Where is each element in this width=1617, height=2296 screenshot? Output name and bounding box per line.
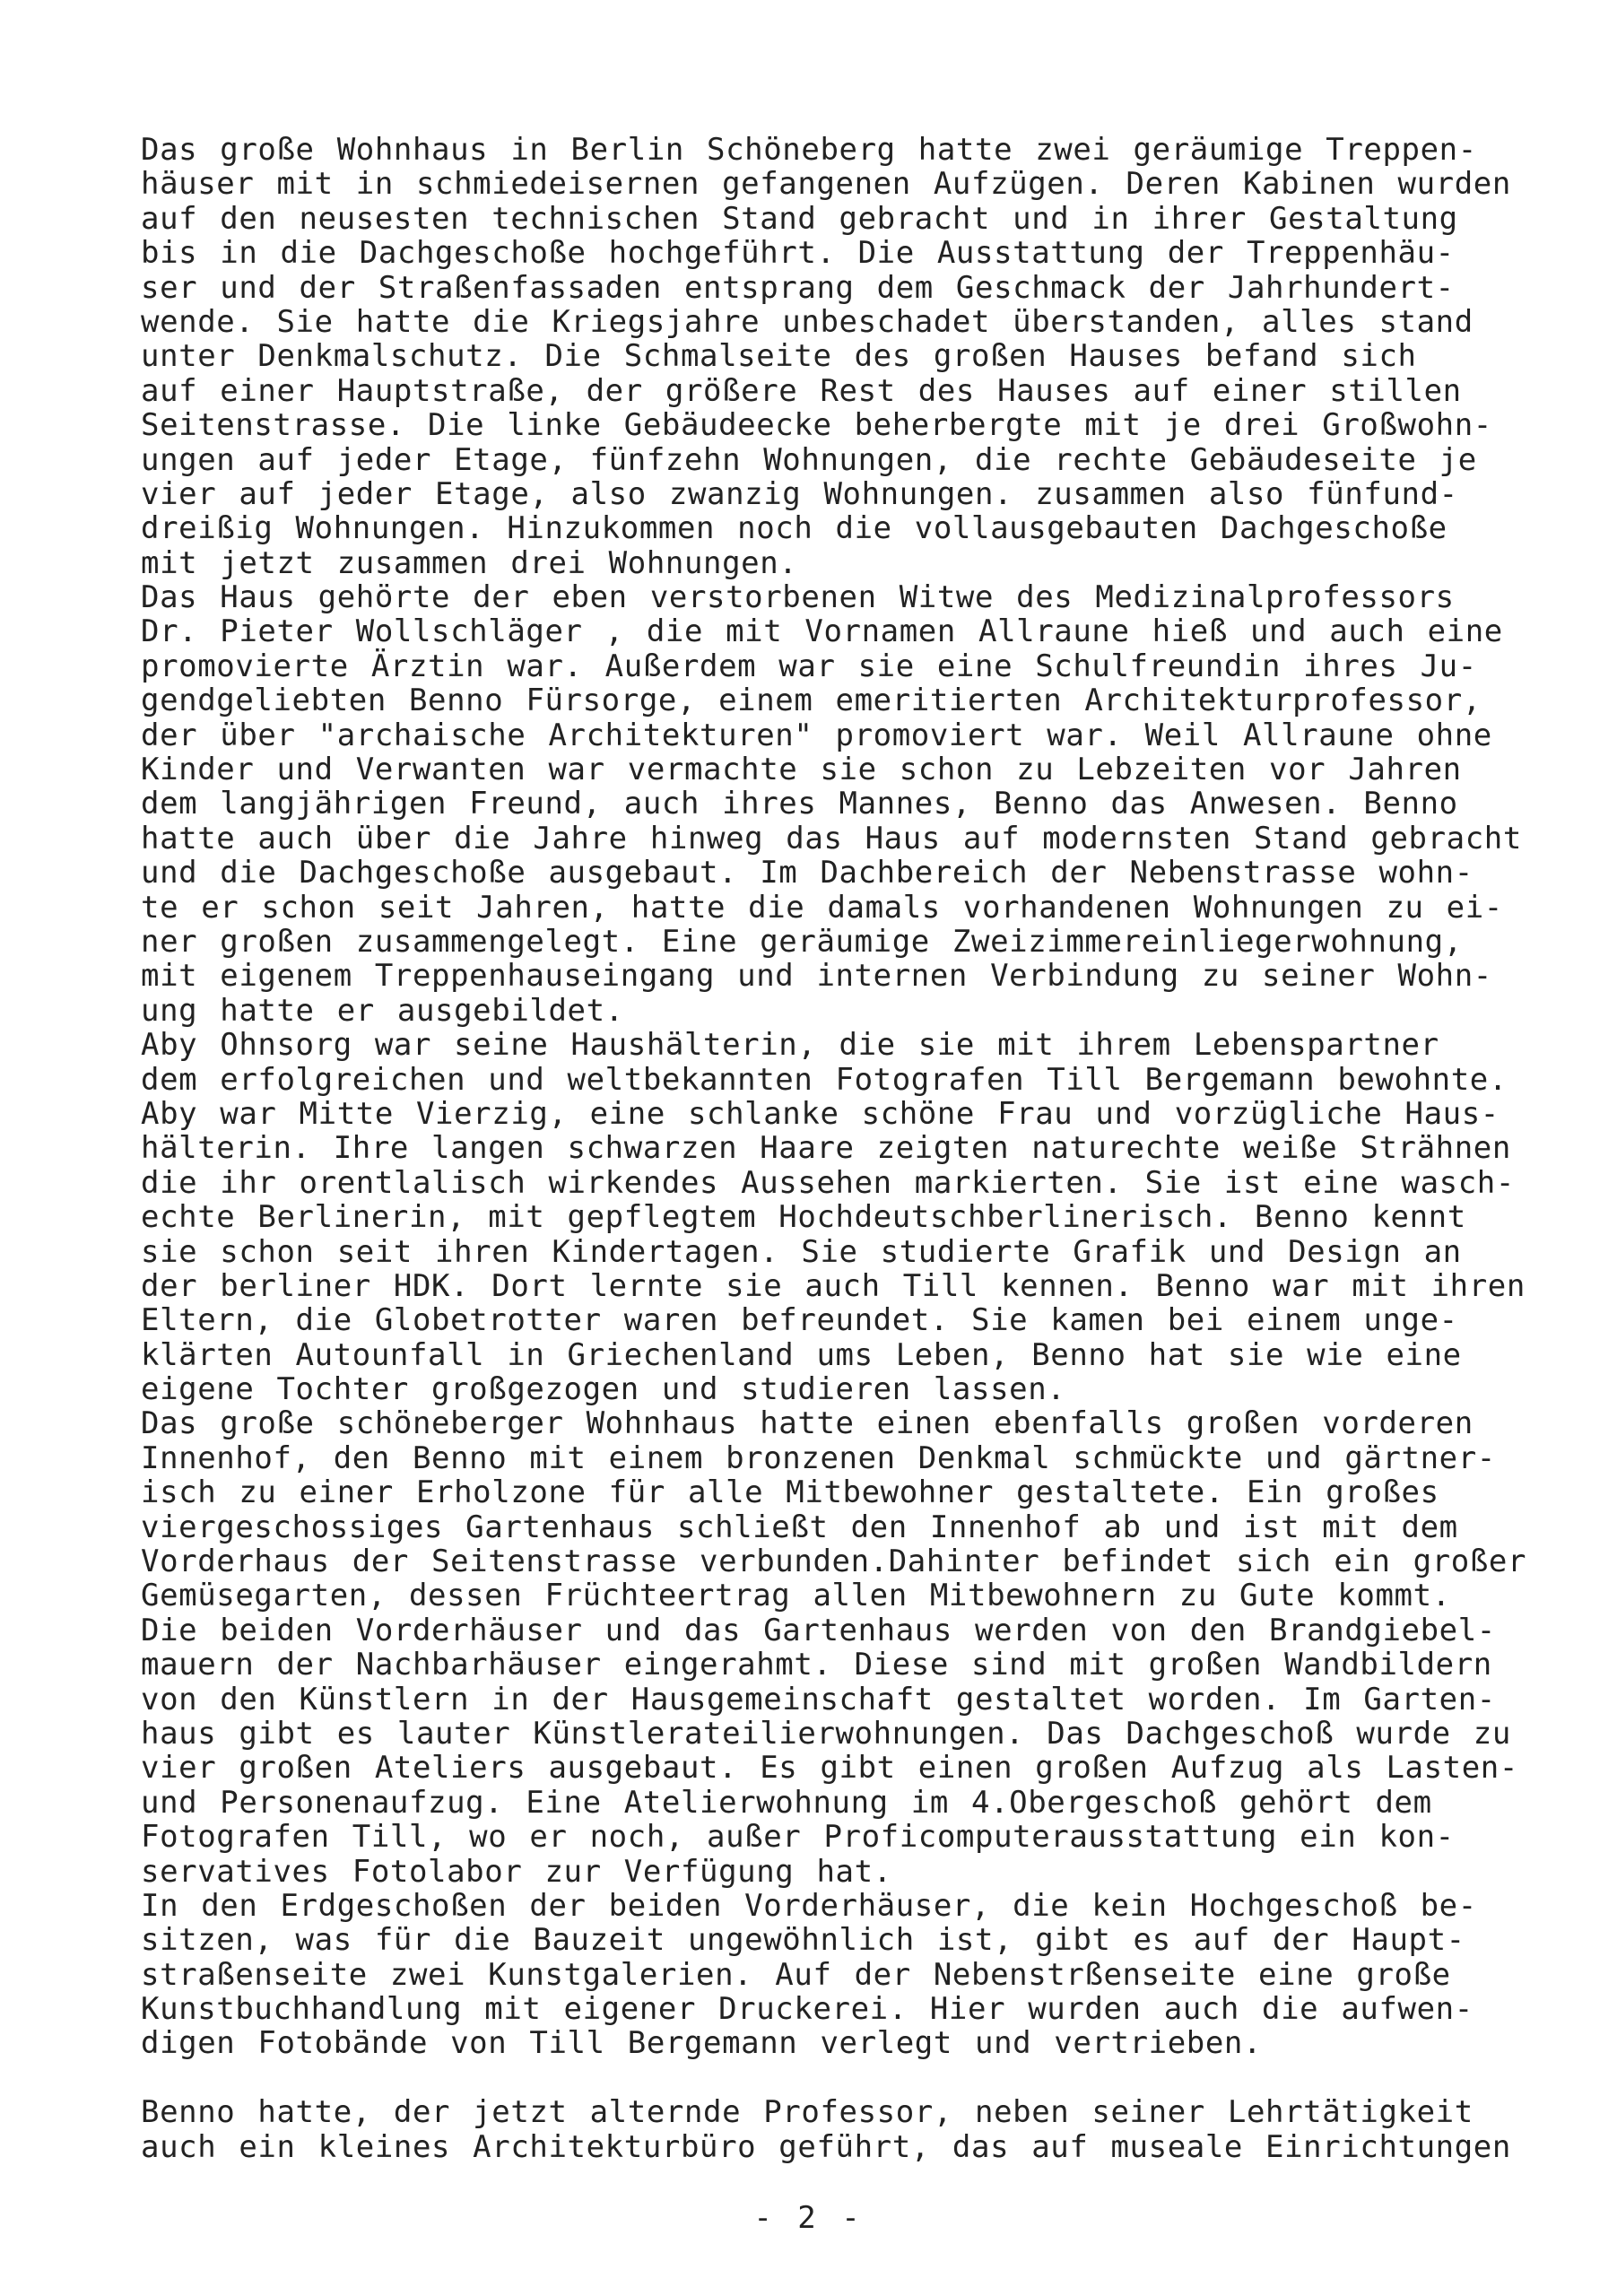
text-line: straßenseite zwei Kunstgalerien. Auf der Nebenstrßenseite eine große <box>141 1956 1451 1993</box>
paragraph <box>141 133 1612 580</box>
text-line: der berliner HDK. Dort lernte sie auch Till kennen. Benno war mit ihren <box>141 1267 1526 1304</box>
text-line: Das Haus gehörte der eben verstorbenen Witwe des Medizinalprofessors <box>141 579 1455 616</box>
text-line: haus gibt es lauter Künstlerateilierwohnungen. Das Dachgeschoß wurde zu <box>141 1715 1511 1752</box>
text-line: und die Dachgeschoße ausgebaut. Im Dachbereich der Nebenstrasse wohn- <box>141 855 1474 891</box>
text-line: digen Fotobände von Till Bergemann verlegt und vertrieben. <box>141 2025 1263 2062</box>
text-line: klärten Autounfall in Griechenland ums Leben, Benno hat sie wie eine <box>141 1336 1462 1373</box>
text-line: Die beiden Vorderhäuser und das Gartenhaus werden von den Brandgiebel- <box>141 1612 1496 1648</box>
text-line: sitzen, was für die Bauzeit ungewöhnlich ist, gibt es auf der Haupt- <box>141 1922 1465 1959</box>
text-line: Gemüsegarten, dessen Früchteertrag allen Mitbewohnern zu Gute kommt. <box>141 1578 1451 1614</box>
paragraph-spacer <box>141 2061 1612 2095</box>
text-line: dem langjährigen Freund, auch ihres Mannes, Benno das Anwesen. Benno <box>141 786 1458 822</box>
text-line: Vorderhaus der Seitenstrasse verbunden.Dahinter befindet sich ein großer <box>141 1544 1527 1580</box>
paragraph <box>141 580 1612 1028</box>
text-line: hälterin. Ihre langen schwarzen Haare zeigten naturechte weiße Strähnen <box>141 1130 1511 1167</box>
text-line: viergeschossiges Gartenhaus schließt den Innenhof ab und ist mit dem <box>141 1509 1458 1545</box>
text-line: promovierte Ärztin war. Außerdem war sie eine Schulfreundin ihres Ju- <box>141 648 1477 684</box>
paragraph <box>141 1889 1612 2061</box>
text-line: Das große schöneberger Wohnhaus hatte einen ebenfalls großen vorderen <box>141 1405 1474 1442</box>
text-line: Kunstbuchhandlung mit eigener Druckerei. Hier wurden auch die aufwen- <box>141 1991 1474 2028</box>
text-line: Innenhof, den Benno mit einem bronzenen Denkmal schmückte und gärtner- <box>141 1439 1496 1476</box>
text-line: ungen auf jeder Etage, fünfzehn Wohnungen, die rechte Gebäudeseite je <box>141 441 1477 478</box>
text-line: sie schon seit ihren Kindertagen. Sie studierte Grafik und Design an <box>141 1233 1462 1270</box>
body-text <box>141 133 1612 2164</box>
text-line: auf einer Hauptstraße, der größere Rest des Hauses auf einer stillen <box>141 372 1462 409</box>
text-line: häuser mit in schmiedeisernen gefangenen Aufzügen. Deren Kabinen wurden <box>141 166 1511 203</box>
text-line: mit eigenem Treppenhauseingang und internen Verbindung zu seiner Wohn- <box>141 958 1492 995</box>
text-line: ner großen zusammengelegt. Eine geräumige Zweizimmereinliegerwohnung, <box>141 923 1463 960</box>
text-line: Aby war Mitte Vierzig, eine schlanke schöne Frau und vorzügliche Haus- <box>141 1095 1500 1132</box>
text-line: auf den neusesten technischen Stand gebracht und in ihrer Gestaltung <box>141 200 1458 237</box>
text-line: der über "archaische Architekturen" promoviert war. Weil Allraune ohne <box>141 717 1492 753</box>
text-line: dem erfolgreichen und weltbekannten Fotografen Till Bergemann bewohnte. <box>141 1061 1508 1098</box>
text-line: servatives Fotolabor zur Verfügung hat. <box>141 1853 892 1890</box>
text-line: hatte auch über die Jahre hinweg das Haus auf modernsten Stand gebracht <box>141 820 1522 857</box>
text-line: dreißig Wohnungen. Hinzukommen noch die vollausgebauten Dachgeschoße <box>141 510 1447 547</box>
text-line: te er schon seit Jahren, hatte die damals vorhandenen Wohnungen zu ei- <box>141 889 1503 926</box>
text-line: gendgeliebten Benno Fürsorge, einem emeritierten Architekturprofessor, <box>141 683 1482 719</box>
text-line: unter Denkmalschutz. Die Schmalseite des großen Hauses befand sich <box>141 338 1417 375</box>
text-line: Eltern, die Globetrotter waren befreundet. Sie kamen bei einem unge- <box>141 1302 1458 1339</box>
text-line: wende. Sie hatte die Kriegsjahre unbeschadet überstanden, alles stand <box>141 303 1474 340</box>
text-line: isch zu einer Erholzone für alle Mitbewohner gestaltete. Ein großes <box>141 1474 1439 1511</box>
text-line: Kinder und Verwanten war vermachte sie schon zu Lebzeiten vor Jahren <box>141 752 1462 788</box>
text-line: Aby Ohnsorg war seine Haushälterin, die sie mit ihrem Lebenspartner <box>141 1027 1439 1064</box>
text-line: vier auf jeder Etage, also zwanzig Wohnungen. zusammen also fünfund- <box>141 475 1458 512</box>
text-line: die ihr orentlalisch wirkendes Aussehen markierten. Sie ist eine wasch- <box>141 1164 1515 1201</box>
text-line: Das große Wohnhaus in Berlin Schöneberg hatte zwei geräumige Treppen- <box>141 132 1477 168</box>
text-line: von den Künstlern in der Hausgemeinschaft gestaltet worden. Im Garten- <box>141 1681 1496 1718</box>
text-line: ung hatte er ausgebildet. <box>141 992 624 1029</box>
text-line: eigene Tochter großgezogen und studieren lassen. <box>141 1371 1066 1408</box>
text-line: auch ein kleines Architekturbüro geführt, das auf museale Einrichtungen <box>141 2128 1511 2165</box>
text-line: ser und der Straßenfassaden entsprang dem Geschmack der Jahrhundert- <box>141 269 1455 306</box>
paragraph <box>141 2095 1612 2164</box>
text-line: In den Erdgeschoßen der beiden Vorderhäuser, die kein Hochgeschoß be- <box>141 1887 1477 1924</box>
text-line: Dr. Pieter Wollschläger , die mit Vornamen Allraune hieß und auch eine <box>141 613 1503 650</box>
page-number: - 2 - <box>753 2200 864 2236</box>
text-line: und Personenaufzug. Eine Atelierwohnung im 4.Obergeschoß gehört dem <box>141 1784 1432 1821</box>
text-line: Benno hatte, der jetzt alternde Professor, neben seiner Lehrtätigkeit <box>141 2094 1474 2131</box>
text-line: mit jetzt zusammen drei Wohnungen. <box>141 544 798 581</box>
paragraph <box>141 1028 1612 1406</box>
paragraph <box>141 1406 1612 1888</box>
text-line: mauern der Nachbarhäuser eingerahmt. Diese sind mit großen Wandbildern <box>141 1647 1492 1683</box>
text-line: echte Berlinerin, mit gepflegtem Hochdeutschberlinerisch. Benno kennt <box>141 1199 1466 1236</box>
text-line: bis in die Dachgeschoße hochgeführt. Die Ausstattung der Treppenhäu- <box>141 235 1455 272</box>
text-line: Seitenstrasse. Die linke Gebäudeecke beherbergte mit je drei Großwohn- <box>141 407 1492 444</box>
text-line: vier großen Ateliers ausgebaut. Es gibt einen großen Aufzug als Lasten- <box>141 1750 1518 1787</box>
text-line: Fotografen Till, wo er noch, außer Proficomputerausstattung ein kon- <box>141 1819 1455 1856</box>
